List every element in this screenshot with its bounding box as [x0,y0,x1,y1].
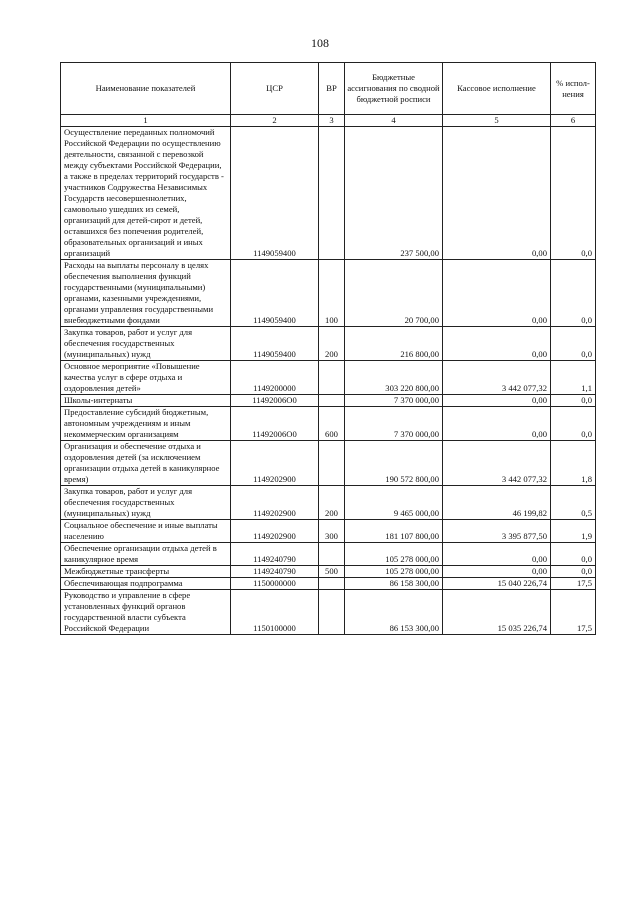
row-cash: 0,00 [443,543,551,566]
row-vr [319,590,345,635]
row-percent: 17,5 [551,578,596,590]
row-percent: 1,9 [551,520,596,543]
row-vr: 200 [319,486,345,520]
row-name: Обеспечивающая подпрограмма [61,578,231,590]
column-number-row [61,115,596,127]
row-budget: 303 220 800,00 [345,361,443,395]
row-csr: 1149059400 [231,260,319,327]
row-name: Обеспечение организации отдыха детей в каникулярное время [61,543,231,566]
table-row [61,441,596,486]
table-row [61,395,596,407]
row-vr: 200 [319,327,345,361]
row-csr: 11492006О0 [231,395,319,407]
row-name: Основное мероприятие «Повышение качества услуг в сфере отдыха и оздоровления детей» [61,361,231,395]
table-row [61,543,596,566]
column-number: 3 [319,115,345,127]
row-name: Межбюджетные трансферты [61,566,231,578]
row-budget: 86 153 300,00 [345,590,443,635]
table-row [61,578,596,590]
row-percent: 1,1 [551,361,596,395]
row-percent: 0,0 [551,566,596,578]
row-vr [319,441,345,486]
table-row [61,590,596,635]
row-csr: 1149240790 [231,543,319,566]
row-vr [319,543,345,566]
table-row [61,361,596,395]
row-percent: 0,0 [551,407,596,441]
row-cash: 0,00 [443,260,551,327]
row-name: Расходы на выплаты персоналу в целях обеспечения выполнения функций государственными (муниципальными) органами, казенными учреждениями, органами управления государственными внебюджетными фондами [61,260,231,327]
row-cash: 0,00 [443,566,551,578]
row-budget: 190 572 800,00 [345,441,443,486]
header-csr: ЦСР [231,63,319,115]
row-vr [319,127,345,260]
page-number: 108 [311,36,329,50]
table-row [61,566,596,578]
table-row [61,327,596,361]
row-percent: 0,0 [551,260,596,327]
row-csr: 1149059400 [231,327,319,361]
header-cash: Кассовое исполнение [443,63,551,115]
row-name: Закупка товаров, работ и услуг для обеспечения государственных (муниципальных) нужд [61,327,231,361]
table-row [61,127,596,260]
row-cash: 0,00 [443,395,551,407]
header-budget: Бюджетные ассигнования по сводной бюджетной росписи [345,63,443,115]
row-csr: 1149200000 [231,361,319,395]
row-csr: 1149059400 [231,127,319,260]
column-number: 4 [345,115,443,127]
row-vr [319,361,345,395]
row-budget: 105 278 000,00 [345,566,443,578]
row-name: Осуществление переданных полномочий Российской Федерации по осуществлению деятельности, связанной с перевозкой между субъектами Российской Федерации, а также в пределах территорий государств - участников Содружества Независимых Государств несовершеннолетних, самовольно ушедших из семей, организаций для детей-сирот и детей, оставшихся без попечения родителей, образовательных организаций и иных организаций [61,127,231,260]
row-csr: 1149202900 [231,441,319,486]
row-vr: 300 [319,520,345,543]
row-cash: 3 395 877,50 [443,520,551,543]
row-name: Социальное обеспечение и иные выплаты населению [61,520,231,543]
row-name: Руководство и управление в сфере установленных функций органов государственной власти субъекта Российской Федерации [61,590,231,635]
row-budget: 7 370 000,00 [345,407,443,441]
row-csr: 1150000000 [231,578,319,590]
column-number: 1 [61,115,231,127]
row-percent: 0,0 [551,327,596,361]
row-name: Организация и обеспечение отдыха и оздоровления детей (за исключением организации отдыха детей в каникулярное время) [61,441,231,486]
row-percent: 17,5 [551,590,596,635]
row-vr: 600 [319,407,345,441]
row-cash: 0,00 [443,407,551,441]
row-budget: 105 278 000,00 [345,543,443,566]
row-budget: 7 370 000,00 [345,395,443,407]
table-row [61,260,596,327]
row-percent: 1,8 [551,441,596,486]
row-name: Закупка товаров, работ и услуг для обеспечения государственных (муниципальных) нужд [61,486,231,520]
table-row [61,486,596,520]
row-vr: 500 [319,566,345,578]
row-name: Предоставление субсидий бюджетным, автономным учреждениям и иным некоммерческим организациям [61,407,231,441]
table-row [61,520,596,543]
row-percent: 0,0 [551,543,596,566]
row-cash: 15 035 226,74 [443,590,551,635]
header-percent: % испол-нения [551,63,596,115]
row-cash: 0,00 [443,127,551,260]
row-cash: 46 199,82 [443,486,551,520]
row-budget: 181 107 800,00 [345,520,443,543]
table-row [61,407,596,441]
row-csr: 11492006О0 [231,407,319,441]
column-number: 2 [231,115,319,127]
row-cash: 3 442 077,32 [443,361,551,395]
row-budget: 9 465 000,00 [345,486,443,520]
row-percent: 0,5 [551,486,596,520]
row-cash: 3 442 077,32 [443,441,551,486]
row-csr: 1149202900 [231,520,319,543]
header-vr: ВР [319,63,345,115]
column-number: 5 [443,115,551,127]
row-csr: 1150100000 [231,590,319,635]
row-budget: 216 800,00 [345,327,443,361]
column-number: 6 [551,115,596,127]
row-budget: 20 700,00 [345,260,443,327]
row-percent: 0,0 [551,127,596,260]
header-row [61,63,596,115]
row-csr: 1149202900 [231,486,319,520]
row-vr: 100 [319,260,345,327]
row-csr: 1149240790 [231,566,319,578]
row-vr [319,578,345,590]
row-budget: 86 158 300,00 [345,578,443,590]
row-cash: 0,00 [443,327,551,361]
row-name: Школы-интернаты [61,395,231,407]
header-name: Наименование показателей [61,63,231,115]
row-budget: 237 500,00 [345,127,443,260]
row-vr [319,395,345,407]
budget-execution-table [60,62,596,635]
row-percent: 0,0 [551,395,596,407]
row-cash: 15 040 226,74 [443,578,551,590]
